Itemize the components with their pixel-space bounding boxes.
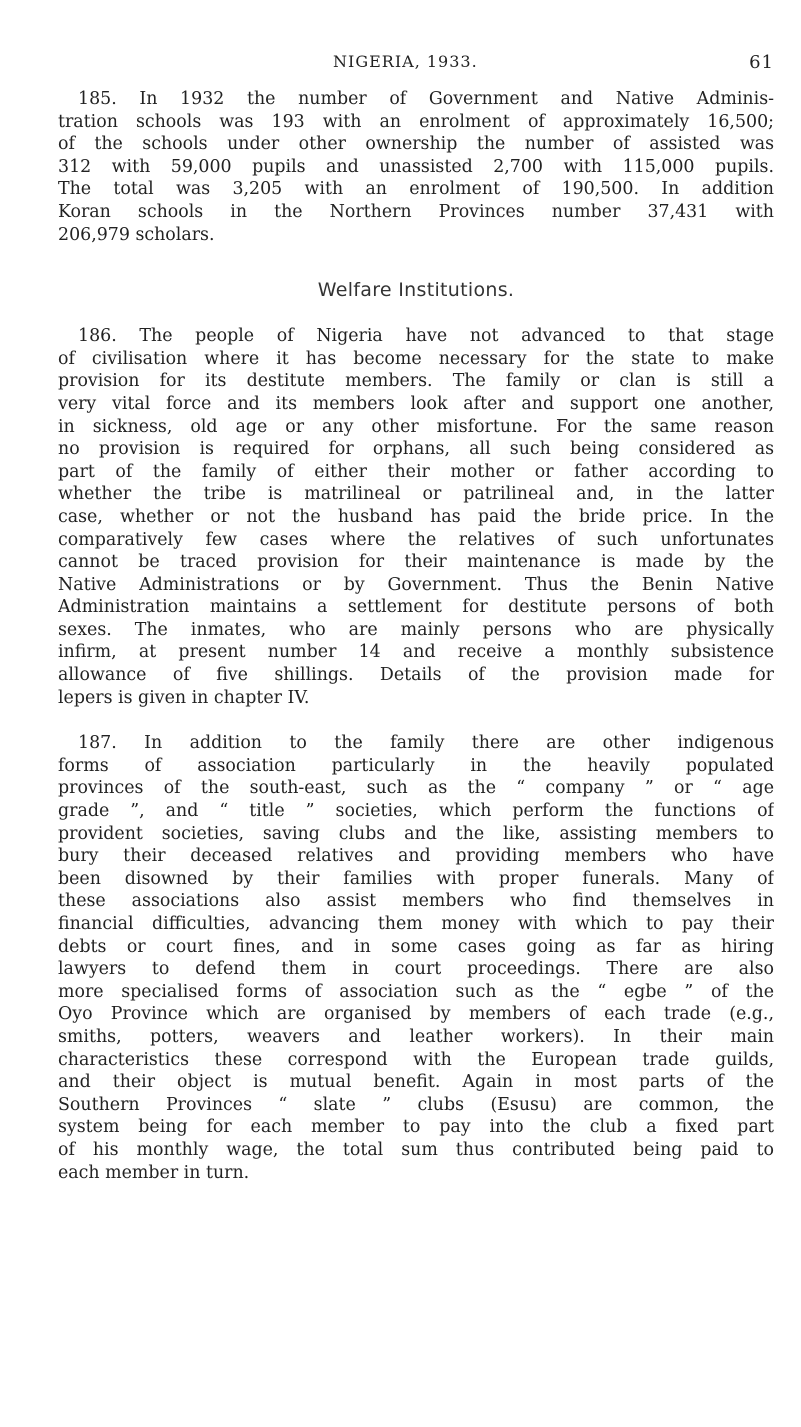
text-line: 186. The people of Nigeria have not advanced to that stage	[78, 326, 774, 347]
paragraph-185	[58, 88, 774, 246]
text-line: 185. In 1932 the number of Government and Native Adminis-	[78, 89, 774, 109]
text-line: grade ”, and “ title ” societies, which perform the functions of	[58, 801, 774, 822]
text-line: tration schools was 193 with an enrolment of approximately 16,500;	[58, 111, 774, 132]
text-line: cannot be traced provision for their maintenance is made by the	[58, 552, 774, 573]
text-line: these associations also assist members who find themselves in	[58, 891, 774, 912]
text-line: of the schools under other ownership the number of assisted was	[58, 134, 774, 155]
paragraph-187	[58, 732, 774, 1184]
text-line: smiths, potters, weavers and leather workers). In their main	[58, 1026, 774, 1047]
text-line: Administration maintains a settlement for destitute persons of both	[58, 597, 774, 618]
text-line: provident societies, saving clubs and the like, assisting members to	[58, 823, 774, 844]
text-line: each member in turn.	[58, 1162, 250, 1183]
text-line: been disowned by their families with proper funerals. Many of	[58, 868, 774, 889]
text-line: allowance of five shillings. Details of the provision made for	[58, 665, 774, 686]
text-line: characteristics these correspond with the European trade guilds,	[58, 1049, 774, 1070]
text-line: 206,979 scholars.	[58, 224, 215, 245]
text-line: in sickness, old age or any other misfortune. For the same reason	[58, 416, 774, 437]
text-line: comparatively few cases where the relatives of such unfortunates	[58, 529, 774, 550]
text-line: Native Administrations or by Government. Thus the Benin Native	[58, 574, 774, 595]
text-line: part of the family of either their mother or father according to	[58, 461, 774, 482]
text-line: very vital force and its members look after and support one another,	[58, 393, 774, 414]
text-line: 312 with 59,000 pupils and unassisted 2,700 with 115,000 pupils.	[58, 156, 774, 177]
text-line: of his monthly wage, the total sum thus contributed being paid to	[58, 1139, 774, 1160]
text-line: financial difficulties, advancing them money with which to pay their	[58, 914, 774, 934]
text-line: case, whether or not the husband has paid the bride price. In the	[58, 506, 774, 527]
text-line: system being for each member to pay into the club a fixed part	[58, 1117, 774, 1138]
text-line: more specialised forms of association such as the “ egbe ” of the	[58, 981, 774, 1002]
text-line: whether the tribe is matrilineal or patrilineal and, in the latter	[58, 484, 774, 505]
text-line: and their object is mutual benefit. Again in most parts of the	[58, 1072, 774, 1093]
text-line: Southern Provinces “ slate ” clubs (Esusu) are common, the	[58, 1094, 774, 1115]
paragraph-186	[58, 325, 774, 709]
text-line: of civilisation where it has become necessary for the state to make	[58, 348, 774, 369]
text-line: provision for its destitute members. The family or clan is still a	[58, 371, 774, 392]
text-line: debts or court fines, and in some cases going as far as hiring	[58, 936, 774, 957]
text-line: Koran schools in the Northern Provinces number 37,431 with	[58, 201, 774, 222]
text-line: bury their deceased relatives and providing members who have	[58, 846, 774, 867]
text-line: lepers is given in chapter IV.	[58, 687, 310, 708]
text-line: infirm, at present number 14 and receive a monthly subsistence	[58, 642, 774, 663]
text-line: provinces of the south-east, such as the “ company ” or “ age	[58, 778, 774, 799]
running-title: NIGERIA, 1933.	[333, 52, 478, 71]
text-line: lawyers to defend them in court proceedings. There are also	[58, 959, 774, 980]
page-number: 61	[749, 52, 774, 73]
text-line: forms of association particularly in the heavily populated	[58, 755, 774, 776]
section-heading: Welfare Institutions.	[317, 279, 515, 302]
text-line: Oyo Province which are organised by members of each trade (e.g.,	[58, 1004, 774, 1025]
text-line: The total was 3,205 with an enrolment of 190,500. In addition	[58, 179, 774, 200]
text-line: no provision is required for orphans, all such being considered as	[58, 439, 774, 460]
running-header	[58, 52, 774, 76]
document-page	[58, 52, 774, 1184]
text-line: sexes. The inmates, who are mainly persons who are physically	[58, 619, 774, 640]
text-line: 187. In addition to the family there are other indigenous	[78, 733, 774, 754]
